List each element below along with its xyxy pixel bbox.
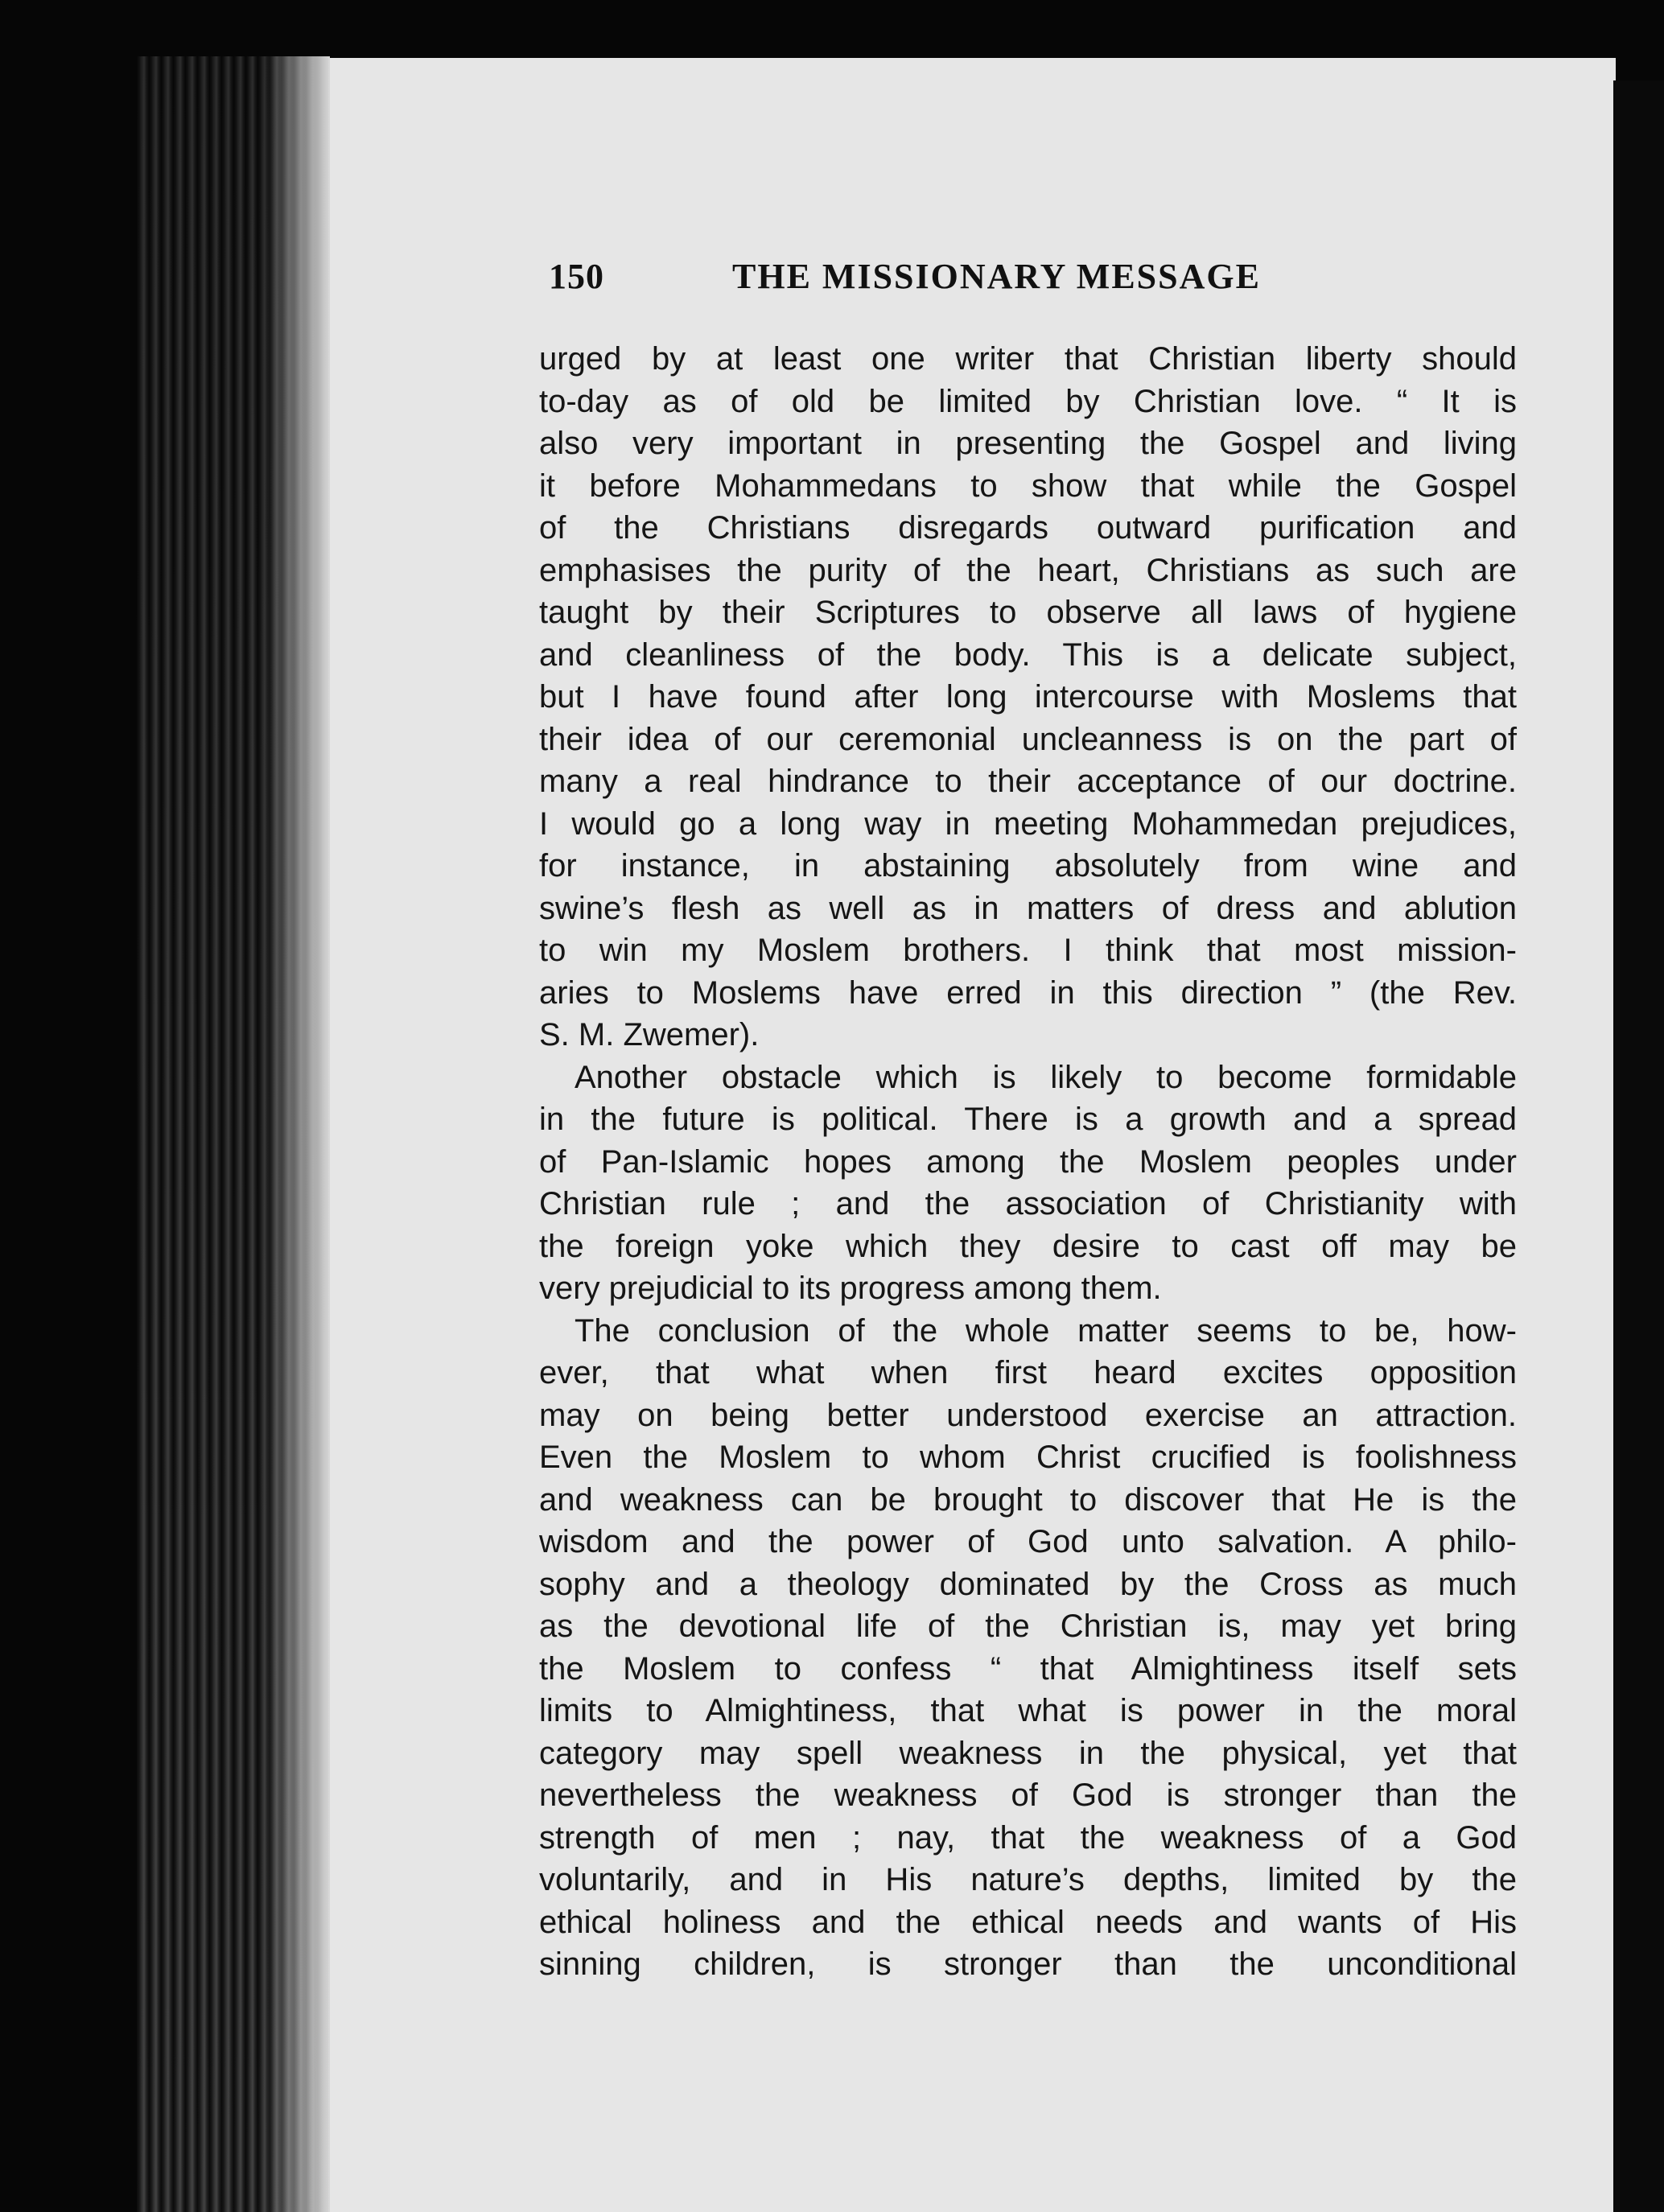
text-line: and weakness can be brought to discover that He is the — [539, 1481, 1517, 1518]
text-line: to win my Moslem brothers. I think that most mission- — [539, 933, 1517, 968]
text-line: as the devotional life of the Christian is, may yet bring — [539, 1609, 1517, 1644]
text-line: strength of men ; nay, that the weakness of a God — [539, 1819, 1517, 1856]
running-header — [549, 256, 1353, 304]
text-line: but I have found after long intercourse with Moslems that — [539, 679, 1517, 715]
paragraph — [539, 1057, 1517, 1310]
page-number: 150 — [549, 257, 604, 296]
text-line: aries to Moslems have erred in this direction ” (the Rev. — [539, 974, 1517, 1011]
text-line: S. M. Zwemer). — [539, 1017, 760, 1052]
running-title: THE MISSIONARY MESSAGE — [732, 257, 1261, 296]
text-line: the Moslem to confess “ that Almightiness itself sets — [539, 1650, 1517, 1687]
text-line: in the future is political. There is a growth and a spread — [539, 1102, 1517, 1137]
text-line: voluntarily, and in His nature’s depths, limited by the — [539, 1862, 1517, 1897]
text-line: The conclusion of the whole matter seems to be, how- — [575, 1312, 1517, 1349]
text-line: Even the Moslem to whom Christ crucified is foolishness — [539, 1440, 1517, 1475]
text-line: ever, that what when first heard excites opposition — [539, 1355, 1517, 1390]
text-line: to-day as of old be limited by Christian love. “ It is — [539, 383, 1517, 419]
text-line: nevertheless the weakness of God is stronger than the — [539, 1777, 1517, 1813]
page-edge-shadow — [1613, 80, 1664, 2212]
text-line: wisdom and the power of God unto salvation. A philo- — [539, 1524, 1517, 1559]
text-line: very prejudicial to its progress among them. — [539, 1271, 1162, 1306]
text-line: of Pan-Islamic hopes among the Moslem peoples under — [539, 1143, 1517, 1180]
text-line: Another obstacle which is likely to become formidable — [575, 1059, 1517, 1095]
text-line: may on being better understood exercise an attraction. — [539, 1397, 1517, 1433]
text-line: sophy and a theology dominated by the Cross as much — [539, 1566, 1517, 1602]
text-line: taught by their Scriptures to observe all laws of hygiene — [539, 595, 1517, 630]
text-line: sinning children, is stronger than the unconditional — [539, 1946, 1517, 1982]
text-line: and cleanliness of the body. This is a delicate subject, — [539, 636, 1517, 673]
text-line: category may spell weakness in the physical, yet that — [539, 1735, 1517, 1771]
gutter-shadow — [266, 56, 330, 2212]
text-line: Christian rule ; and the association of Christianity with — [539, 1186, 1517, 1221]
text-line: also very important in presenting the Gospel and living — [539, 426, 1517, 461]
text-line: urged by at least one writer that Christian liberty should — [539, 341, 1517, 377]
text-line: I would go a long way in meeting Mohammedan prejudices, — [539, 805, 1517, 842]
body-text — [539, 338, 1517, 1986]
text-line: of the Christians disregards outward purification and — [539, 510, 1517, 546]
text-line: the foreign yoke which they desire to cast off may be — [539, 1228, 1517, 1264]
text-line: swine’s flesh as well as in matters of dress and ablution — [539, 890, 1517, 926]
paragraph — [539, 1310, 1517, 1986]
paragraph — [539, 338, 1517, 1057]
text-line: many a real hindrance to their acceptance of our doctrine. — [539, 764, 1517, 799]
text-line: their idea of our ceremonial uncleanness is on the part of — [539, 721, 1517, 757]
text-line: for instance, in abstaining absolutely from wine and — [539, 848, 1517, 884]
text-line: it before Mohammedans to show that while the Gospel — [539, 468, 1517, 504]
text-line: emphasises the purity of the heart, Christians as such are — [539, 552, 1517, 588]
text-line: limits to Almightiness, that what is power in the moral — [539, 1693, 1517, 1728]
text-line: ethical holiness and the ethical needs and wants of His — [539, 1904, 1517, 1940]
